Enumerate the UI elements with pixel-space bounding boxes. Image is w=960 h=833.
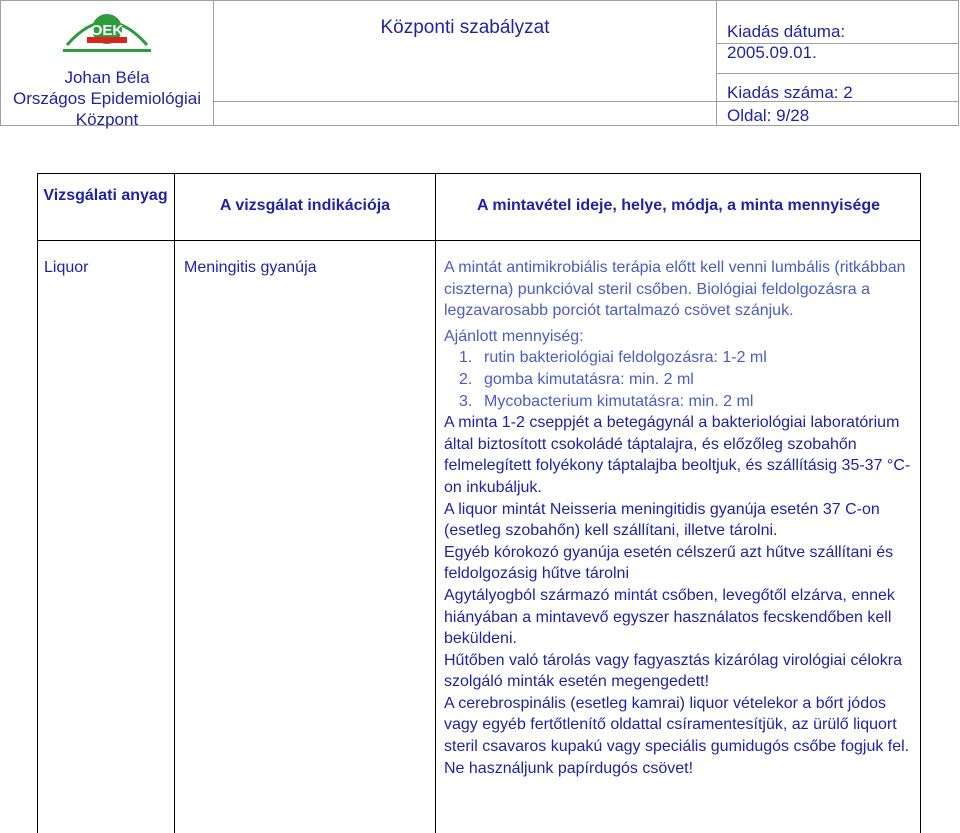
paragraph-warning: Ne használjunk papírdugós csövet! bbox=[444, 759, 694, 777]
document-title: Központi szabályzat bbox=[380, 17, 550, 38]
recommended-list bbox=[444, 347, 914, 412]
cell-material: Liquor bbox=[44, 259, 89, 276]
org-line-1: Johan Béla bbox=[64, 68, 150, 87]
recommended-label: Ajánlott mennyiség: bbox=[444, 327, 584, 345]
org-line-3: Központ bbox=[75, 110, 139, 129]
oek-logo bbox=[59, 7, 155, 59]
org-line-2: Országos Epidemiológiai bbox=[12, 89, 202, 108]
paragraph-cooling: Egyéb kórokozó gyanúja esetén célszerű azt hűtve szállítani és feldolgozásig hűtve tárolni bbox=[444, 543, 894, 583]
org-name bbox=[1, 67, 213, 130]
issue-date-label: Kiadás dátuma: bbox=[727, 22, 846, 41]
paragraph-abscess: Agytályogból származó mintát csőben, levegőtől elzárva, ennek hiányában a mintavevő egyszer használatos fecskendőben kell beküldeni. bbox=[444, 586, 895, 648]
issue-date-value: 2005.09.01. bbox=[727, 43, 817, 62]
logo-text: OEK bbox=[90, 22, 124, 39]
page-number: Oldal: 9/28 bbox=[727, 106, 810, 125]
list-item: 2. gomba kimutatásra: min. 2 ml bbox=[459, 370, 694, 388]
list-item: 3. Mycobacterium kimutatásra: min. 2 ml bbox=[459, 392, 754, 410]
cell-sampling bbox=[444, 257, 914, 779]
header-sampling: A mintavétel ideje, helye, módja, a minta mennyisége bbox=[476, 197, 881, 214]
header-material: Vizsgálati anyag bbox=[43, 187, 168, 204]
document-header bbox=[0, 0, 959, 129]
issue-number: Kiadás száma: 2 bbox=[727, 83, 853, 102]
list-item: 1. rutin bakteriológiai feldolgozásra: 1-2 ml bbox=[459, 349, 767, 367]
specimen-table bbox=[37, 173, 921, 833]
paragraph-neisseria: A liquor mintát Neisseria meningitidis gyanúja esetén 37 C-on (esetleg szobahőn) kell szállítani, illetve tárolni. bbox=[444, 500, 880, 540]
paragraph-collection: A cerebrospinális (esetleg kamrai) liquor vételekor a bőrt jódos vagy egyéb fertőtlenítő oldattal csíramentesítjük, az ürülő liquort steril csavaros kupakú vagy speciális gumidugós csőbe fogjuk fel. bbox=[444, 694, 910, 756]
cell-indication: Meningitis gyanúja bbox=[184, 259, 317, 276]
sampling-intro: A mintát antimikrobiális terápia előtt kell venni lumbális (ritkábban ciszterna) punkcióval steril csőben. Biológiai feldolgozásra a legzavarosabb porciót tartalmazó csövet szánjuk. bbox=[444, 259, 906, 320]
header-indication: A vizsgálat indikációja bbox=[219, 197, 391, 214]
paragraph-virology: Hűtőben való tárolás vagy fagyasztás kizárólag virológiai célokra szolgáló minták esetén megengedett! bbox=[444, 651, 903, 691]
paragraph-inoculation: A minta 1-2 cseppjét a betegágynál a bakteriológiai laboratórium által biztosított csokoládé táptalajra, és előzőleg szobahőn felmelegített folyékony táptalajba beoltjuk, és szállításig 35-37 °C-on inkubáljuk. bbox=[444, 414, 911, 496]
